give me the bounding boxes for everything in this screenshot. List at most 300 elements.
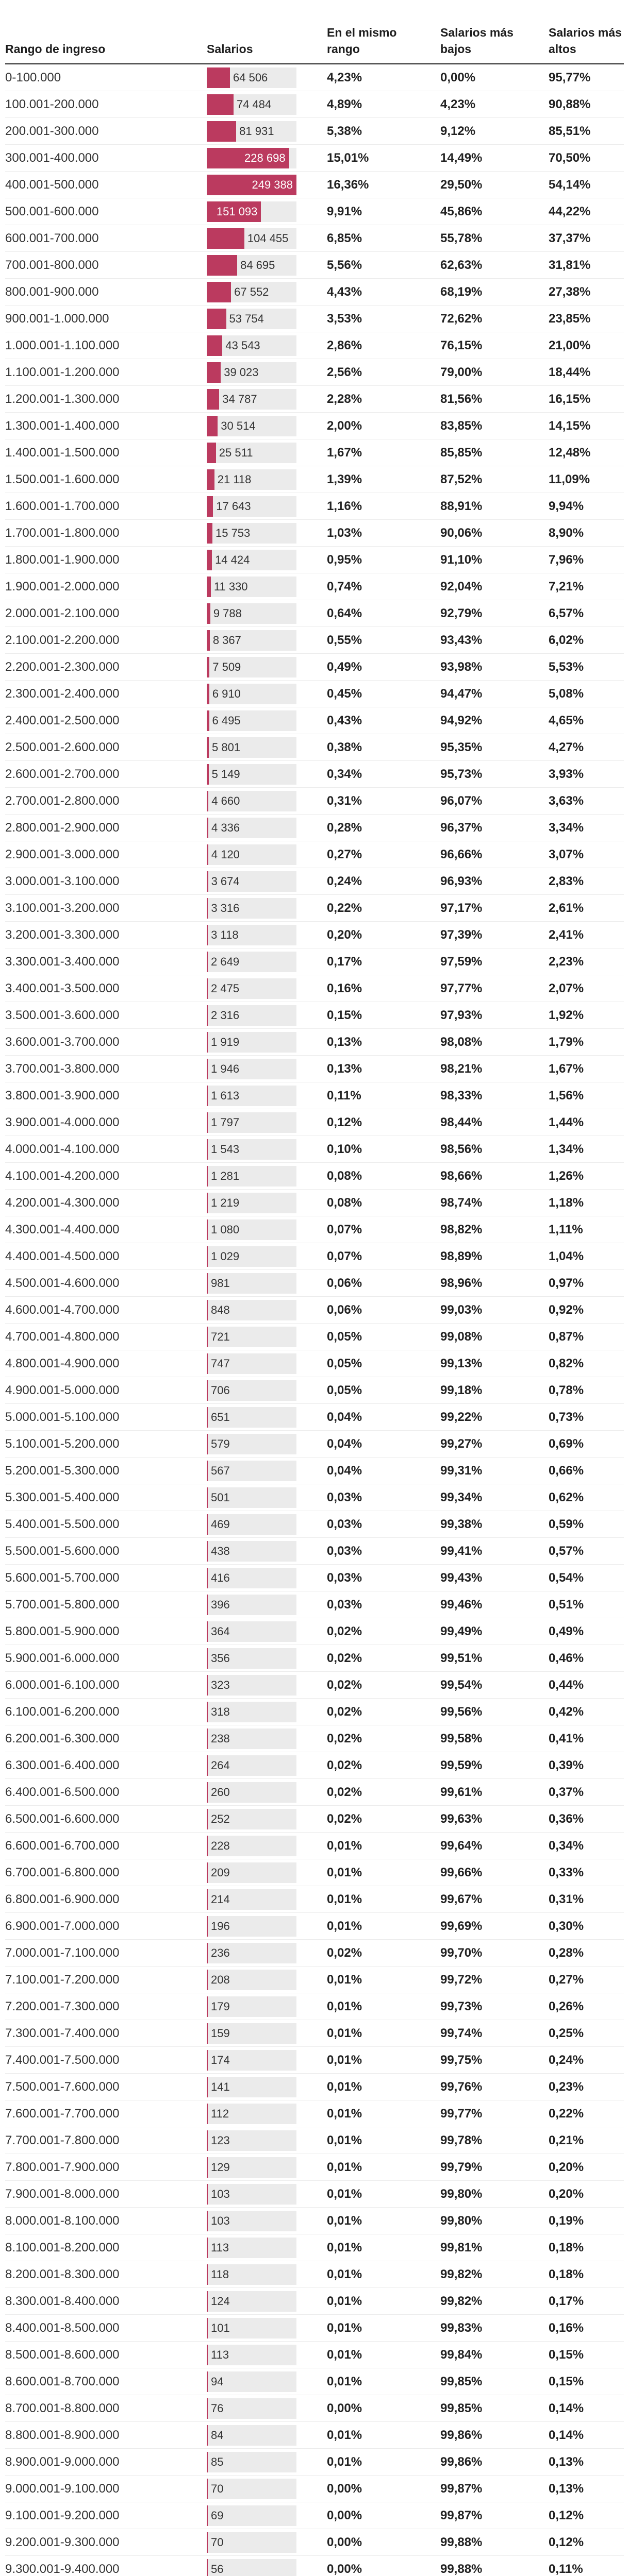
same-range-cell: 0,01%: [327, 2187, 362, 2201]
salarios-bar-track: [207, 2345, 296, 2365]
salarios-bar-track: [207, 416, 296, 436]
lower-salaries-cell: 81,56%: [440, 392, 483, 406]
salarios-value-label: 6 910: [212, 687, 241, 700]
same-range-cell: 0,74%: [327, 579, 362, 594]
higher-salaries-cell: 0,18%: [549, 2267, 584, 2281]
salarios-value-label: 438: [211, 1544, 230, 1557]
same-range-cell: 0,03%: [327, 1544, 362, 1558]
salarios-value-label: 469: [211, 1517, 230, 1531]
salarios-value-label: 11 330: [213, 580, 248, 593]
salarios-value-label: 69: [211, 2509, 224, 2522]
same-range-cell: 0,00%: [327, 2508, 362, 2522]
salarios-bar-track: [207, 2452, 296, 2472]
salarios-bar-track: [207, 1166, 296, 1187]
salarios-cell: [207, 844, 327, 865]
table-row: [5, 1029, 624, 1056]
salarios-cell: [207, 1996, 327, 2017]
table-row: [5, 1082, 624, 1109]
salarios-bar-track: [207, 577, 296, 597]
salarios-cell: [207, 469, 327, 490]
higher-salaries-cell: 0,28%: [549, 1945, 584, 1960]
lower-salaries-cell: 99,77%: [440, 2106, 483, 2121]
salarios-bar: [207, 2211, 208, 2231]
salarios-bar: [207, 1327, 208, 1347]
table-row: [5, 841, 624, 868]
salarios-bar: [207, 2371, 208, 2392]
salarios-cell: [207, 228, 327, 249]
salarios-bar: [207, 2264, 208, 2285]
lower-salaries-cell: 99,80%: [440, 2187, 483, 2201]
salarios-value-label: 84 695: [240, 258, 275, 272]
salarios-cell: [207, 121, 327, 142]
lower-salaries-cell: 99,59%: [440, 1758, 483, 1772]
lower-salaries-cell: 96,66%: [440, 847, 483, 861]
salarios-bar: [207, 2291, 208, 2312]
salarios-bar-track: [207, 2104, 296, 2124]
same-range-cell: 0,05%: [327, 1329, 362, 1344]
lower-salaries-cell: 83,85%: [440, 418, 483, 433]
lower-salaries-cell: 93,43%: [440, 633, 483, 647]
higher-salaries-cell: 0,73%: [549, 1410, 584, 1424]
table-row: [5, 493, 624, 520]
higher-salaries-cell: 0,27%: [549, 1972, 584, 1987]
salarios-bar: [207, 255, 237, 276]
table-row: [5, 1913, 624, 1940]
column-header-salarios-mas-altos: [549, 24, 624, 57]
higher-salaries-cell: 2,23%: [549, 954, 584, 969]
salarios-bar-track: [207, 2130, 296, 2151]
higher-salaries-cell: 16,15%: [549, 392, 591, 406]
same-range-cell: 0,04%: [327, 1410, 362, 1424]
lower-salaries-cell: 96,37%: [440, 820, 483, 835]
salarios-cell: [207, 282, 327, 302]
higher-salaries-cell: 7,96%: [549, 552, 584, 567]
higher-salaries-cell: 0,97%: [549, 1276, 584, 1290]
salarios-cell: [207, 952, 327, 972]
salarios-value-label: 179: [211, 1999, 230, 2013]
range-cell: 8.500.001-8.600.000: [5, 2347, 120, 2362]
lower-salaries-cell: 91,10%: [440, 552, 483, 567]
salarios-bar-track: [207, 630, 296, 651]
salarios-value-label: 260: [211, 1785, 230, 1799]
table-row: [5, 1725, 624, 1752]
salarios-cell: [207, 1219, 327, 1240]
salarios-value-label: 4 660: [211, 794, 240, 807]
table-row: [5, 1377, 624, 1404]
salarios-cell: [207, 737, 327, 758]
salarios-bar-track: [207, 1675, 296, 1696]
salarios-cell: [207, 2050, 327, 2071]
salarios-bar: [207, 2023, 208, 2044]
salarios-bar: [207, 1568, 208, 1588]
higher-salaries-cell: 44,22%: [549, 204, 591, 218]
salarios-value-label: 14 424: [215, 553, 250, 566]
range-cell: 1.700.001-1.800.000: [5, 526, 120, 540]
lower-salaries-cell: 99,34%: [440, 1490, 483, 1504]
range-cell: 7.200.001-7.300.000: [5, 1999, 120, 2013]
salarios-bar-track: [207, 2532, 296, 2553]
same-range-cell: 0,01%: [327, 1999, 362, 2013]
salarios-value-label: 501: [211, 1490, 230, 1504]
table-row: [5, 1297, 624, 1324]
salarios-value-label: 214: [211, 1892, 230, 1906]
table-row: [5, 198, 624, 225]
salarios-bar-track: [207, 2211, 296, 2231]
table-row: [5, 2020, 624, 2047]
range-cell: 6.400.001-6.500.000: [5, 1785, 120, 1799]
salarios-value-label: 238: [211, 1732, 230, 1745]
salarios-bar: [207, 1300, 208, 1320]
table-row: [5, 2181, 624, 2208]
salarios-bar-track: [207, 737, 296, 758]
salarios-cell: [207, 871, 327, 892]
higher-salaries-cell: 0,26%: [549, 1999, 584, 2013]
lower-salaries-cell: 99,69%: [440, 1919, 483, 1933]
salarios-bar: [207, 2130, 208, 2151]
higher-salaries-cell: 1,26%: [549, 1168, 584, 1183]
range-cell: 700.001-800.000: [5, 258, 99, 272]
range-cell: 900.001-1.000.000: [5, 311, 109, 326]
salarios-bar-track: [207, 2184, 296, 2205]
lower-salaries-cell: 98,82%: [440, 1222, 483, 1236]
higher-salaries-cell: 14,15%: [549, 418, 591, 433]
same-range-cell: 0,02%: [327, 1704, 362, 1719]
salarios-bar-track: [207, 255, 296, 276]
salarios-bar-track: [207, 1353, 296, 1374]
salarios-cell: [207, 1702, 327, 1722]
range-cell: 5.400.001-5.500.000: [5, 1517, 120, 1531]
range-cell: 4.700.001-4.800.000: [5, 1329, 120, 1344]
salarios-bar: [207, 1889, 208, 1910]
same-range-cell: 0,01%: [327, 1972, 362, 1987]
higher-salaries-cell: 7,21%: [549, 579, 584, 594]
salarios-bar: [207, 684, 209, 704]
salarios-bar-track: [207, 1702, 296, 1722]
same-range-cell: 4,89%: [327, 97, 362, 111]
higher-salaries-cell: 1,79%: [549, 1035, 584, 1049]
salarios-value-label: 228 698: [244, 151, 286, 164]
salarios-bar-track: [207, 1889, 296, 1910]
salarios-bar-track: [207, 2264, 296, 2285]
lower-salaries-cell: 29,50%: [440, 177, 483, 192]
salarios-value-label: 208: [211, 1973, 230, 1986]
salarios-cell: [207, 2425, 327, 2446]
salarios-value-label: 579: [211, 1437, 230, 1450]
same-range-cell: 0,12%: [327, 1115, 362, 1129]
salarios-value-label: 104 455: [247, 231, 289, 245]
salarios-value-label: 15 753: [215, 526, 251, 539]
salarios-value-label: 9 788: [213, 606, 242, 620]
higher-salaries-cell: 0,31%: [549, 1892, 584, 1906]
range-cell: 9.200.001-9.300.000: [5, 2535, 120, 2549]
salarios-value-label: 70: [211, 2535, 224, 2549]
table-row: [5, 2154, 624, 2181]
same-range-cell: 0,08%: [327, 1168, 362, 1183]
salarios-cell: [207, 791, 327, 811]
salarios-bar: [207, 1728, 208, 1749]
salarios-cell: [207, 577, 327, 597]
salarios-bar-track: [207, 1809, 296, 1829]
salarios-cell: [207, 1862, 327, 1883]
same-range-cell: 0,31%: [327, 793, 362, 808]
higher-salaries-cell: 0,11%: [549, 2562, 583, 2576]
higher-salaries-cell: 37,37%: [549, 231, 591, 245]
range-cell: 4.400.001-4.500.000: [5, 1249, 120, 1263]
salarios-value-label: 8 367: [212, 633, 241, 647]
salarios-cell: [207, 1407, 327, 1428]
lower-salaries-cell: 99,41%: [440, 1544, 483, 1558]
range-cell: 3.600.001-3.700.000: [5, 1035, 120, 1049]
table-row: [5, 145, 624, 172]
table-row: [5, 2556, 624, 2576]
table-row: [5, 172, 624, 198]
range-cell: 8.100.001-8.200.000: [5, 2240, 120, 2255]
salarios-cell: [207, 1755, 327, 1776]
range-cell: 5.100.001-5.200.000: [5, 1436, 120, 1451]
range-cell: 4.600.001-4.700.000: [5, 1302, 120, 1317]
same-range-cell: 0,01%: [327, 2347, 362, 2362]
salarios-bar-track: [207, 2479, 296, 2499]
higher-salaries-cell: 5,08%: [549, 686, 584, 701]
table-row: [5, 1484, 624, 1511]
column-header-label: Salarios más bajos: [440, 26, 514, 56]
salarios-cell: [207, 1809, 327, 1829]
lower-salaries-cell: 99,18%: [440, 1383, 483, 1397]
table-row: [5, 1538, 624, 1565]
range-cell: 2.100.001-2.200.000: [5, 633, 120, 647]
same-range-cell: 0,01%: [327, 2160, 362, 2174]
range-cell: 3.400.001-3.500.000: [5, 981, 120, 995]
lower-salaries-cell: 79,00%: [440, 365, 483, 379]
higher-salaries-cell: 0,13%: [549, 2481, 584, 2496]
lower-salaries-cell: 99,74%: [440, 2026, 483, 2040]
higher-salaries-cell: 0,44%: [549, 1677, 584, 1692]
higher-salaries-cell: 9,94%: [549, 499, 584, 513]
salarios-value-label: 396: [211, 1598, 230, 1611]
lower-salaries-cell: 98,66%: [440, 1168, 483, 1183]
table-row: [5, 2502, 624, 2529]
range-cell: 100.001-200.000: [5, 97, 99, 111]
table-row: [5, 707, 624, 734]
same-range-cell: 0,02%: [327, 1731, 362, 1745]
same-range-cell: 0,02%: [327, 1811, 362, 1826]
table-row: [5, 815, 624, 841]
table-row: [5, 2368, 624, 2395]
salarios-value-label: 85: [211, 2455, 224, 2468]
column-header-rango-de-ingreso: [5, 41, 207, 57]
salarios-bar-track: [207, 871, 296, 892]
same-range-cell: 0,01%: [327, 2053, 362, 2067]
salarios-cell: [207, 2023, 327, 2044]
salarios-value-label: 56: [211, 2562, 224, 2575]
table-row: [5, 1940, 624, 1967]
same-range-cell: 0,01%: [327, 2454, 362, 2469]
lower-salaries-cell: 99,03%: [440, 1302, 483, 1317]
salarios-value-label: 113: [211, 2348, 229, 2361]
range-cell: 8.800.001-8.900.000: [5, 2428, 120, 2442]
salarios-value-label: 236: [211, 1946, 230, 1959]
salarios-bar-track: [207, 898, 296, 919]
lower-salaries-cell: 99,66%: [440, 1865, 483, 1879]
salarios-value-label: 21 118: [217, 472, 252, 486]
salarios-cell: [207, 389, 327, 410]
salarios-value-label: 112: [211, 2107, 229, 2120]
range-cell: 8.700.001-8.800.000: [5, 2401, 120, 2415]
salarios-bar-track: [207, 1862, 296, 1883]
same-range-cell: 0,01%: [327, 2079, 362, 2094]
same-range-cell: 0,00%: [327, 2481, 362, 2496]
table-row: [5, 2315, 624, 2342]
salarios-cell: [207, 710, 327, 731]
higher-salaries-cell: 0,54%: [549, 1570, 584, 1585]
lower-salaries-cell: 90,06%: [440, 526, 483, 540]
salarios-bar: [207, 2238, 208, 2258]
lower-salaries-cell: 99,87%: [440, 2508, 483, 2522]
salarios-bar: [207, 1648, 208, 1669]
same-range-cell: 0,34%: [327, 767, 362, 781]
same-range-cell: 0,02%: [327, 1677, 362, 1692]
table-row: [5, 761, 624, 788]
salarios-bar-track: [207, 2371, 296, 2392]
salarios-value-label: 706: [211, 1383, 230, 1397]
higher-salaries-cell: 2,07%: [549, 981, 584, 995]
salarios-bar: [207, 764, 209, 785]
lower-salaries-cell: 99,86%: [440, 2454, 483, 2469]
salarios-bar-track: [207, 1246, 296, 1267]
higher-salaries-cell: 1,18%: [549, 1195, 584, 1210]
lower-salaries-cell: 55,78%: [440, 231, 483, 245]
salarios-bar: [207, 925, 208, 945]
table-row: [5, 975, 624, 1002]
higher-salaries-cell: 0,33%: [549, 1865, 584, 1879]
salarios-value-label: 123: [211, 2133, 230, 2147]
higher-salaries-cell: 2,41%: [549, 927, 584, 942]
salarios-value-label: 64 506: [233, 71, 268, 84]
table-row: [5, 1859, 624, 1886]
salarios-cell: [207, 1595, 327, 1615]
higher-salaries-cell: 54,14%: [549, 177, 591, 192]
salarios-value-label: 1 281: [211, 1169, 240, 1182]
higher-salaries-cell: 18,44%: [549, 365, 591, 379]
salarios-bar-track: [207, 201, 296, 222]
salarios-bar: [207, 2184, 208, 2205]
higher-salaries-cell: 0,41%: [549, 1731, 584, 1745]
salarios-bar-track: [207, 2505, 296, 2526]
salarios-bar-track: [207, 603, 296, 624]
salarios-cell: [207, 2130, 327, 2151]
lower-salaries-cell: 99,58%: [440, 1731, 483, 1745]
table-row: [5, 2422, 624, 2449]
lower-salaries-cell: 99,43%: [440, 1570, 483, 1585]
salarios-bar: [207, 1112, 208, 1133]
higher-salaries-cell: 85,51%: [549, 124, 591, 138]
salarios-bar-track: [207, 1648, 296, 1669]
salarios-bar: [207, 1032, 208, 1053]
salarios-value-label: 3 674: [211, 874, 240, 888]
column-header-label: En el mismo rango: [327, 26, 397, 56]
salarios-bar-track: [207, 1059, 296, 1079]
salarios-value-label: 74 484: [236, 97, 272, 111]
salarios-bar-track: [207, 925, 296, 945]
higher-salaries-cell: 0,18%: [549, 2240, 584, 2255]
salarios-bar: [207, 818, 208, 838]
salarios-cell: [207, 1246, 327, 1267]
same-range-cell: 0,01%: [327, 2133, 362, 2147]
table-row: [5, 279, 624, 306]
salarios-bar-track: [207, 1755, 296, 1776]
salarios-value-label: 2 649: [211, 955, 240, 968]
lower-salaries-cell: 99,51%: [440, 1651, 483, 1665]
range-cell: 5.500.001-5.600.000: [5, 1544, 120, 1558]
salarios-value-label: 228: [211, 1839, 230, 1852]
salarios-cell: [207, 1621, 327, 1642]
salarios-bar-track: [207, 1487, 296, 1508]
same-range-cell: 0,28%: [327, 820, 362, 835]
salarios-bar: [207, 737, 209, 758]
salarios-cell: [207, 523, 327, 544]
salarios-bar: [207, 1166, 208, 1187]
higher-salaries-cell: 90,88%: [549, 97, 591, 111]
salarios-bar: [207, 1943, 208, 1963]
salarios-bar-track: [207, 1193, 296, 1213]
lower-salaries-cell: 99,27%: [440, 1436, 483, 1451]
salarios-value-label: 1 543: [211, 1142, 240, 1156]
salarios-cell: [207, 1139, 327, 1160]
salarios-bar: [207, 2532, 208, 2553]
salarios-bar-track: [207, 228, 296, 249]
lower-salaries-cell: 94,47%: [440, 686, 483, 701]
same-range-cell: 0,02%: [327, 1624, 362, 1638]
range-cell: 5.800.001-5.900.000: [5, 1624, 120, 1638]
salarios-bar-track: [207, 362, 296, 383]
range-cell: 8.600.001-8.700.000: [5, 2374, 120, 2388]
salarios-cell: [207, 416, 327, 436]
salarios-cell: [207, 603, 327, 624]
salarios-bar-track: [207, 1407, 296, 1428]
higher-salaries-cell: 5,53%: [549, 659, 584, 674]
salarios-cell: [207, 1005, 327, 1026]
salarios-bar: [207, 2505, 208, 2526]
same-range-cell: 0,20%: [327, 927, 362, 942]
lower-salaries-cell: 72,62%: [440, 311, 483, 326]
table-row: [5, 1645, 624, 1672]
salarios-bar-track: [207, 2425, 296, 2446]
salarios-bar-track: [207, 175, 296, 195]
salarios-value-label: 94: [211, 2375, 224, 2388]
higher-salaries-cell: 12,48%: [549, 445, 591, 460]
same-range-cell: 1,67%: [327, 445, 362, 460]
salarios-value-label: 249 388: [252, 178, 293, 191]
salarios-cell: [207, 2104, 327, 2124]
range-cell: 4.300.001-4.400.000: [5, 1222, 120, 1236]
higher-salaries-cell: 0,19%: [549, 2213, 584, 2228]
salarios-value-label: 81 931: [239, 124, 274, 138]
same-range-cell: 0,17%: [327, 954, 362, 969]
table-row: [5, 1243, 624, 1270]
higher-salaries-cell: 0,92%: [549, 1302, 584, 1317]
salarios-bar-track: [207, 148, 296, 168]
table-row: [5, 1404, 624, 1431]
same-range-cell: 9,91%: [327, 204, 362, 218]
salarios-cell: [207, 1032, 327, 1053]
salarios-bar-track: [207, 791, 296, 811]
salarios-value-label: 7 509: [212, 660, 241, 673]
same-range-cell: 0,02%: [327, 1945, 362, 1960]
same-range-cell: 1,16%: [327, 499, 362, 513]
same-range-cell: 0,10%: [327, 1142, 362, 1156]
salarios-value-label: 113: [211, 2241, 229, 2254]
lower-salaries-cell: 99,84%: [440, 2347, 483, 2362]
